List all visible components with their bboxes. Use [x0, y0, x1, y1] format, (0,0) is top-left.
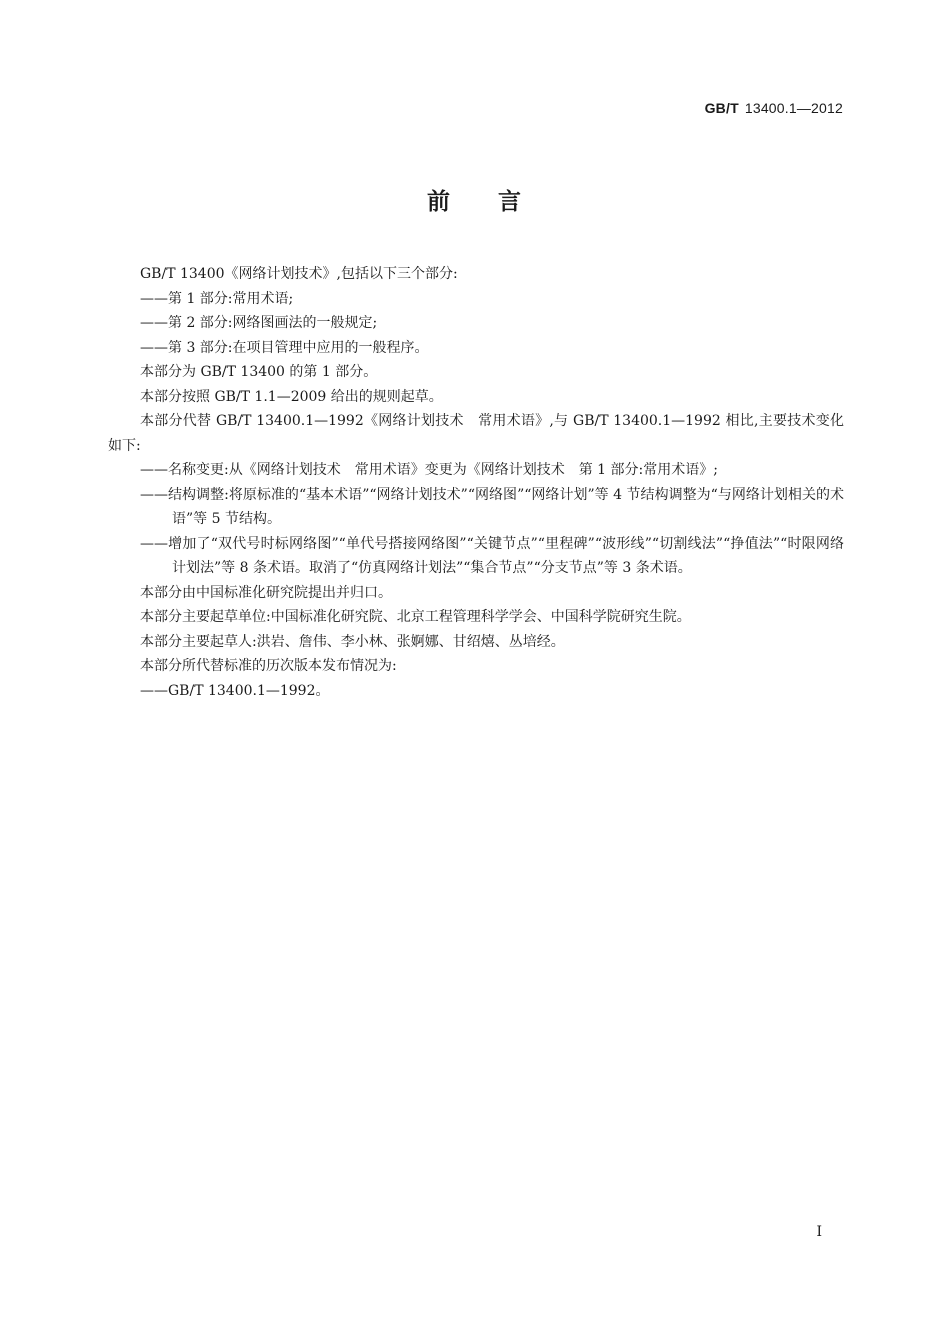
list-item: ——GB/T 13400.1—1992。 [140, 682, 330, 699]
standard-code: GB/T [704, 100, 739, 116]
paragraph: 本部分由中国标准化研究院提出并归口。 [140, 584, 392, 601]
paragraph: 本部分主要起草单位:中国标准化研究院、北京工程管理科学学会、中国科学院研究生院。 [140, 609, 691, 625]
list-item: ——第 3 部分:在项目管理中应用的一般程序。 [140, 339, 429, 356]
list-item: ——结构调整:将原标准的“基本术语”“网络计划技术”“网络图”“网络计划”等 4 节结构调整为“与网络计划相关的术语”等 5 节结构。 [140, 486, 844, 527]
paragraph: 本部分为 GB/T 13400 的第 1 部分。 [140, 364, 378, 380]
paragraph: 本部分主要起草人:洪岩、詹伟、李小林、张婀娜、甘绍熺、丛培经。 [140, 633, 565, 650]
list-item: ——第 2 部分:网络图画法的一般规定; [140, 315, 378, 331]
foreword-body [108, 262, 844, 703]
title-char-1: 前 [427, 189, 452, 215]
standard-number-header [705, 100, 843, 116]
standard-number: 13400.1—2012 [744, 100, 843, 116]
paragraph: GB/T 13400《网络计划技术》,包括以下三个部分: [140, 266, 458, 282]
paragraph: 本部分所代替标准的历次版本发布情况为: [140, 658, 397, 674]
paragraph: 本部分代替 GB/T 13400.1—1992《网络计划技术 常用术语》,与 GB/T 13400.1—1992 相比,主要技术变化如下: [108, 413, 844, 454]
paragraph: 本部分按照 GB/T 1.1—2009 给出的规则起草。 [140, 388, 443, 405]
list-item: ——增加了“双代号时标网络图”“单代号搭接网络图”“关键节点”“里程碑”“波形线”“切割线法”“挣值法”“时限网络计划法”等 8 条术语。取消了“仿真网络计划法”“集合节点”“分支节点”等 3 条术语。 [140, 535, 844, 576]
page-title [0, 183, 950, 216]
page-number: I [816, 1224, 822, 1240]
list-item: ——第 1 部分:常用术语; [140, 290, 294, 307]
title-char-2: 言 [498, 189, 523, 215]
list-item: ——名称变更:从《网络计划技术 常用术语》变更为《网络计划技术 第 1 部分:常用术语》; [140, 462, 718, 478]
